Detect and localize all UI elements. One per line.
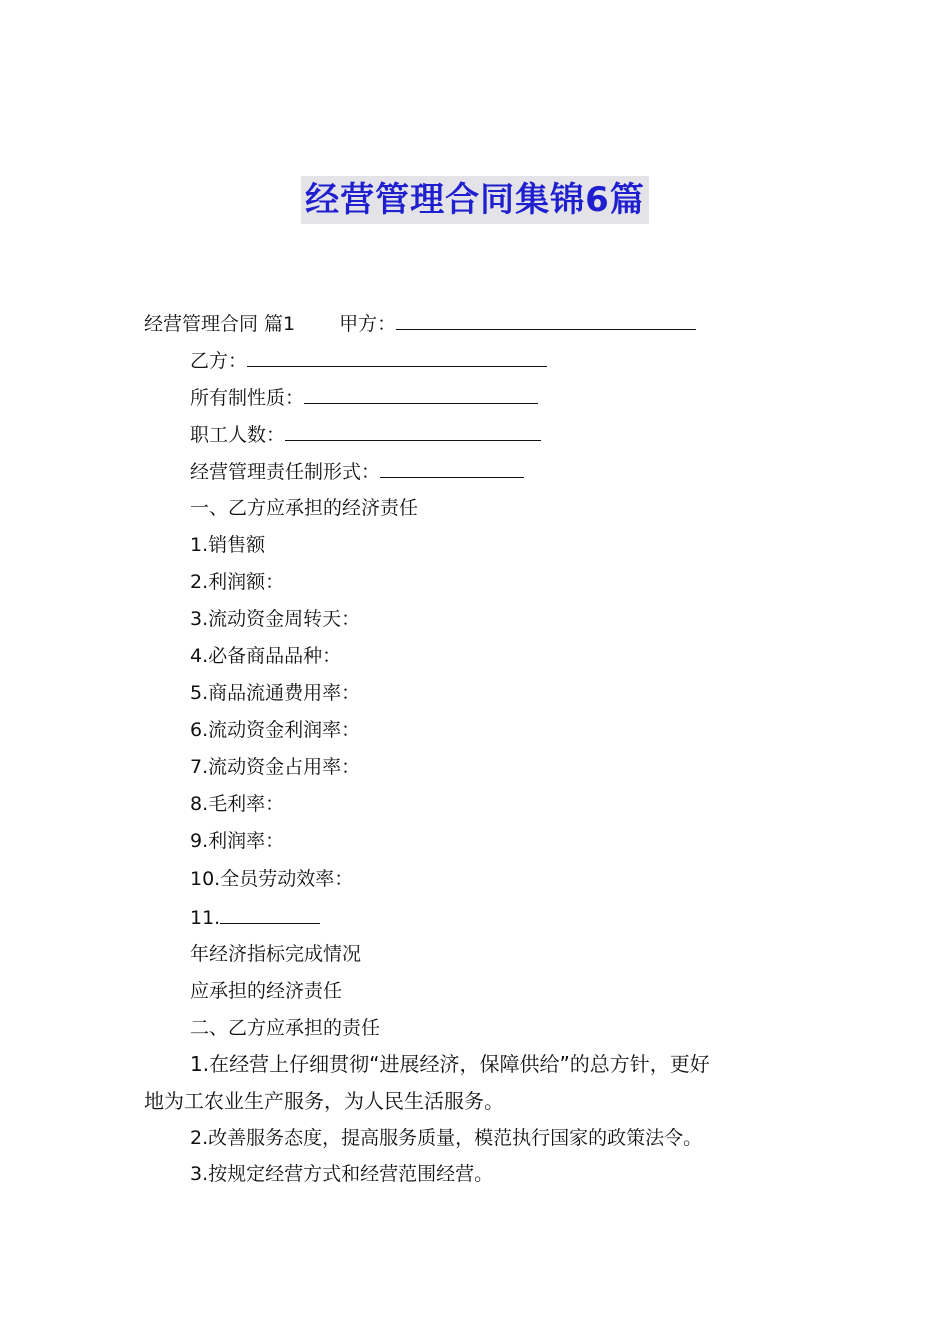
- responsibility-line: [190, 457, 524, 485]
- ownership-label: 所有制性质：: [190, 387, 305, 409]
- indicator-11-label: 11.: [190, 907, 221, 929]
- indicator-item: 10.全员劳动效率：: [190, 868, 354, 890]
- party-a-blank: [396, 309, 696, 330]
- ownership-line: [190, 383, 538, 411]
- ownership-blank: [304, 383, 538, 404]
- section1-heading: 一、乙方应承担的经济责任: [190, 497, 419, 519]
- indicator-item: 1.销售额: [190, 534, 266, 556]
- duty-2: 2.改善服务态度，提高服务质量，模范执行国家的政策法令。: [190, 1127, 703, 1149]
- employees-line: [190, 420, 541, 448]
- title-wrap: [0, 176, 950, 224]
- indicator-item: 7.流动资金占用率：: [190, 756, 361, 778]
- party-b-line: [190, 346, 547, 374]
- section2-heading: 二、乙方应承担的责任: [190, 1017, 381, 1039]
- indicator-item: 2.利润额：: [190, 571, 285, 593]
- indicator-item: 9.利润率：: [190, 830, 285, 852]
- indicator-item: 5.商品流通费用率：: [190, 682, 361, 704]
- employees-blank: [285, 420, 541, 441]
- economic-duty: 应承担的经济责任: [190, 980, 343, 1002]
- duty-1-line2: 地为工农业生产服务，为人民生活服务。: [144, 1089, 504, 1113]
- indicator-item-11: [190, 903, 320, 931]
- responsibility-label: 经营管理责任制形式：: [190, 461, 381, 483]
- party-b-blank: [247, 346, 547, 367]
- duty-1-line1: 1.在经营上仔细贯彻“进展经济，保障供给”的总方针，更好: [190, 1052, 710, 1076]
- indicator-item: 4.必备商品品种：: [190, 645, 342, 667]
- indicator-item: 6.流动资金利润率：: [190, 719, 361, 741]
- document-title: 经营管理合同集锦6篇: [301, 176, 649, 224]
- section-label: 经营管理合同 篇1: [144, 313, 296, 335]
- indicator-item: 8.毛利率：: [190, 793, 285, 815]
- duty-3: 3.按规定经营方式和经营范围经营。: [190, 1163, 494, 1185]
- header-line: [144, 309, 696, 337]
- party-a-label: 甲方：: [339, 313, 397, 335]
- indicator-item: 3.流动资金周转天：: [190, 608, 361, 630]
- annual-status: 年经济指标完成情况: [190, 943, 362, 965]
- responsibility-blank: [380, 457, 524, 478]
- employees-label: 职工人数：: [190, 424, 286, 446]
- party-b-label: 乙方：: [190, 350, 248, 372]
- indicator-11-blank: [220, 903, 320, 924]
